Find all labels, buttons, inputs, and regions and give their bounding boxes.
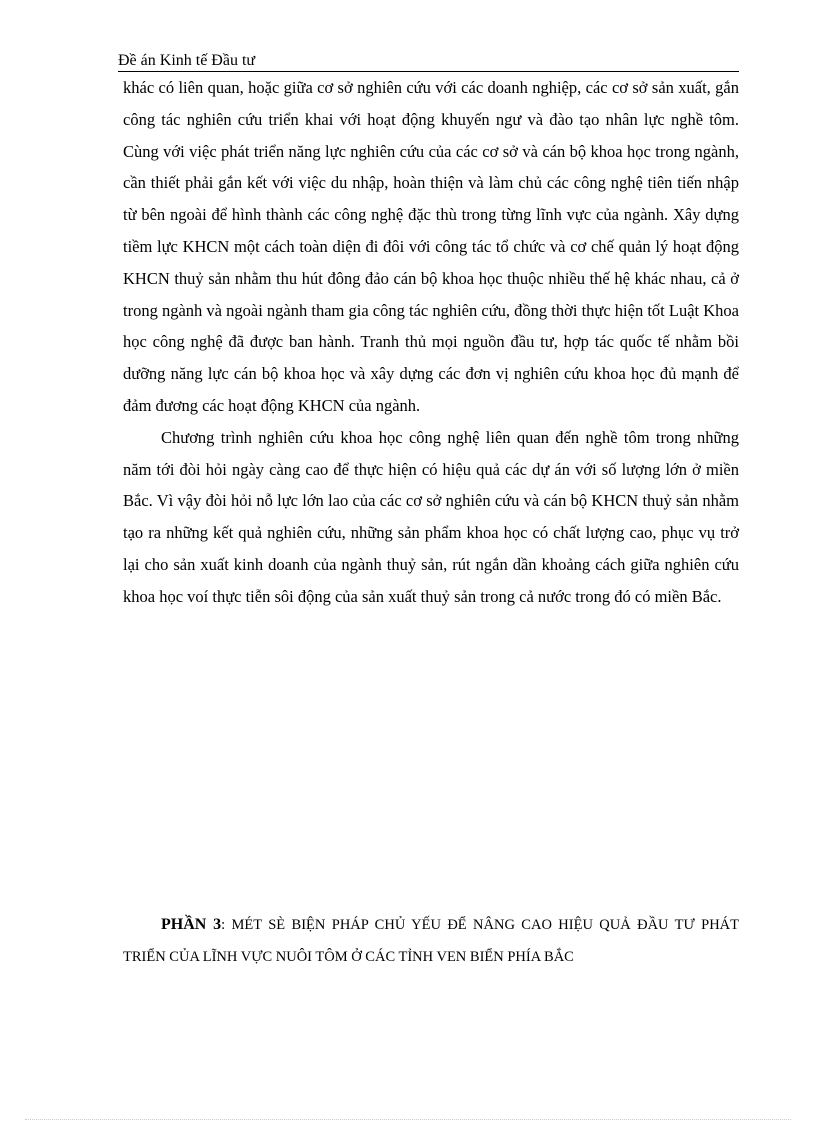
section-title: : MÉT SÈ BIỆN PHÁP CHỦ YẾU ĐỂ NÂNG CAO HIỆU QUẢ ĐẦU TƯ PHÁT TRIỂN CỦA LĨNH VỰC NUÔI TÔM Ở CÁC TỈNH VEN BIỂN PHÍA BẮC xyxy=(123,917,740,965)
section-heading xyxy=(123,909,739,973)
paragraph-1: khác có liên quan, hoặc giữa cơ sở nghiên cứu với các doanh nghiệp, các cơ sở sản xuất, gắn công tác nghiên cứu triển khai với hoạt động khuyến ngư và đào tạo nhân lực nghề tôm. Cùng với việc phát triển năng lực nghiên cứu của các cơ sở và cán bộ khoa học trong ngành, cần thiết phải gắn kết với việc du nhập, hoàn thiện và làm chủ các công nghệ tiên tiến nhập từ bên ngoài để hình thành các công nghệ đặc thù trong từng lĩnh vực của ngành. Xây dựng tiềm lực KHCN một cách toàn diện đi đôi với công tác tổ chức và cơ chế quản lý hoạt động KHCN thuỷ sản nhằm thu hút đông đảo cán bộ khoa học thuộc nhiều thế hệ khác nhau, cả ở trong ngành và ngoài ngành tham gia công tác nghiên cứu, đồng thời thực hiện tốt Luật Khoa học công nghệ đã được ban hành. Tranh thủ mọi nguồn đầu tư, hợp tác quốc tế nhằm bồi dưỡng năng lực cán bộ khoa học và xây dựng các đơn vị nghiên cứu khoa học đủ mạnh để đảm đương các hoạt động KHCN của ngành. xyxy=(123,78,739,415)
paragraph-2: Chương trình nghiên cứu khoa học công nghệ liên quan đến nghề tôm trong những năm tới đòi hỏi ngày càng cao để thực hiện có hiệu quả các dự án với số lượng lớn ở miền Bắc. Vì vậy đòi hỏi nỗ lực lớn lao của các cơ sở nghiên cứu và cán bộ KHCN thuỷ sản nhằm tạo ra những kết quả nghiên cứu, những sản phẩm khoa học có chất lượng cao, phục vụ trở lại cho sản xuất kinh doanh của ngành thuỷ sản, rút ngắn dần khoảng cách giữa nghiên cứu khoa học voí thực tiễn sôi động của sản xuất thuỷ sản trong cả nước trong đó có miền Bắc. xyxy=(123,427,739,606)
page-bottom-border xyxy=(25,1119,791,1120)
section-number: PHẦN 3 xyxy=(161,916,222,933)
section-heading-text xyxy=(123,909,739,973)
body-text xyxy=(123,72,739,613)
running-header: Đề án Kinh tế Đầu tư xyxy=(118,52,739,72)
